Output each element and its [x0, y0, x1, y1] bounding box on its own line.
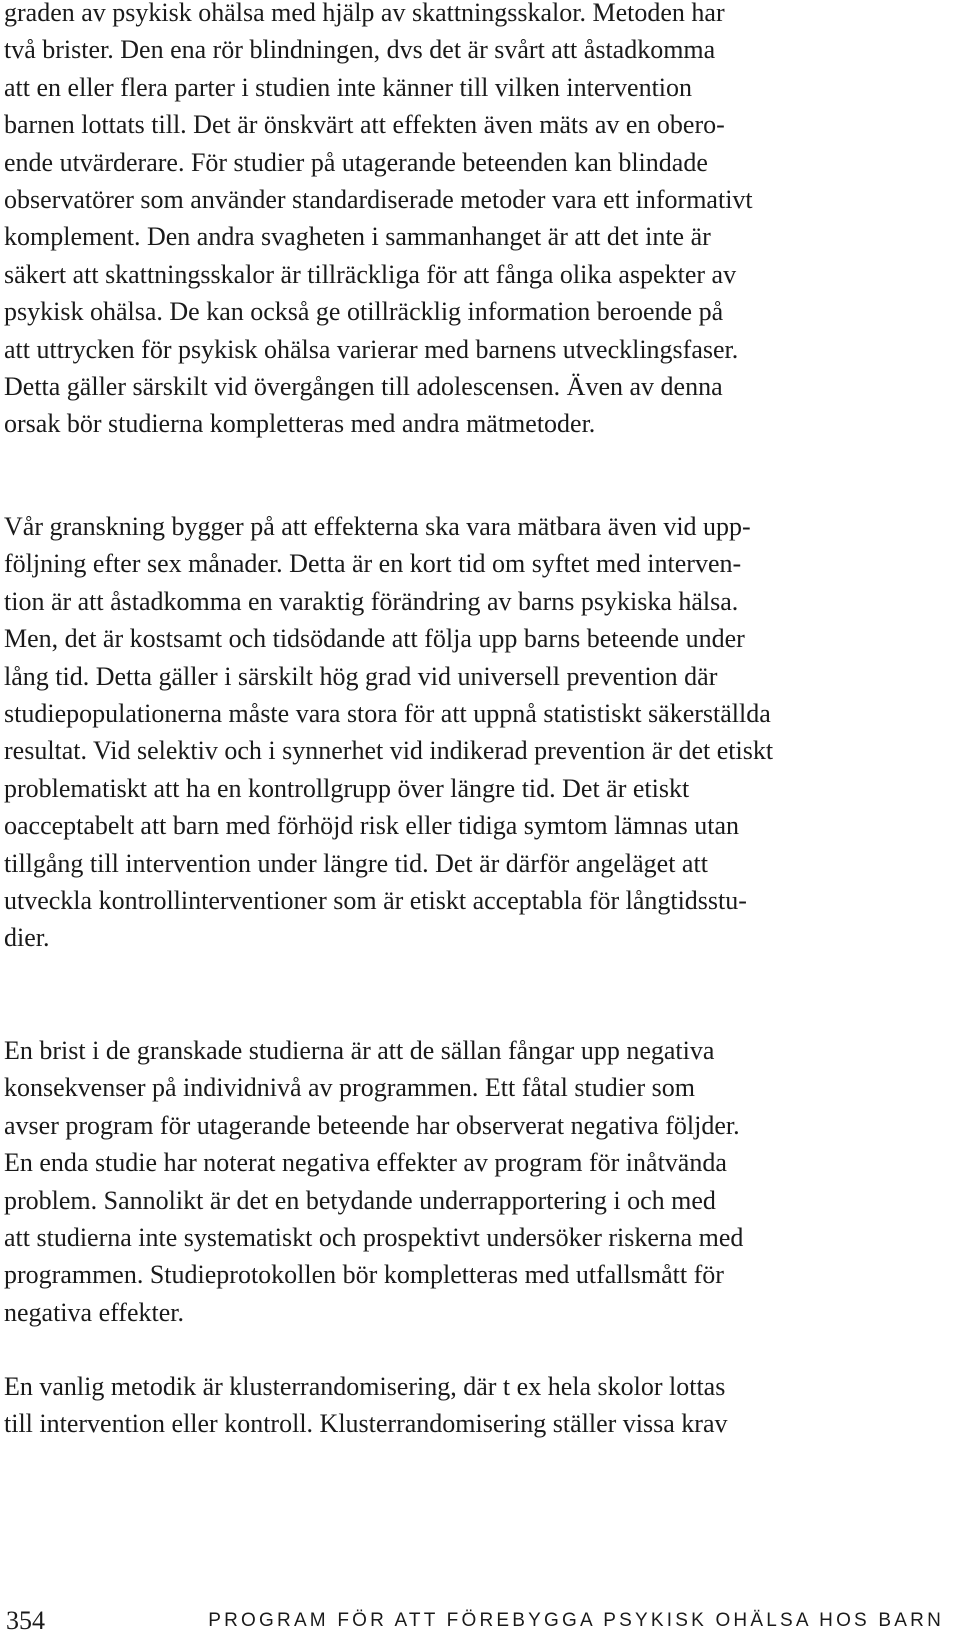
text-line: säkert att skattningsskalor är tillräckliga för att fånga olika aspekter av	[4, 259, 737, 289]
text-line: att studierna inte systematiskt och prospektivt undersöker riskerna med	[4, 1222, 744, 1252]
text-line: avser program för utagerande beteende har observerat negativa följder.	[4, 1110, 740, 1140]
text-line: En vanlig metodik är klusterrandomisering, där t ex hela skolor lottas	[4, 1372, 726, 1401]
text-line: lång tid. Detta gäller i särskilt hög grad vid universell prevention där	[4, 661, 718, 691]
text-line: tion är att åstadkomma en varaktig förändring av barns psykiska hälsa.	[4, 586, 739, 616]
text-line: Detta gäller särskilt vid övergången till adolescensen. Även av denna	[4, 371, 723, 401]
text-line: Men, det är kostsamt och tidsödande att följa upp barns beteende under	[4, 624, 745, 654]
text-line: negativa effekter.	[4, 1297, 184, 1327]
text-line: att uttrycken för psykisk ohälsa varierar med barnens utvecklingsfaser.	[4, 334, 739, 364]
text-line: barnen lottats till. Det är önskvärt att effekten även mäts av en obero-	[4, 110, 725, 140]
text-line: En brist i de granskade studierna är att de sällan fångar upp negativa	[4, 1036, 715, 1065]
text-line: utveckla kontrollinterventioner som är etiskt acceptabla för långtidsstu-	[4, 885, 747, 915]
page-footer	[4, 1606, 944, 1636]
text-line: programmen. Studieprotokollen bör kompletteras med utfallsmått för	[4, 1260, 724, 1290]
text-line: problematiskt att ha en kontrollgrupp över längre tid. Det är etiskt	[4, 773, 690, 803]
page-number: 354	[6, 1606, 45, 1635]
text-line: En enda studie har noterat negativa effekter av program för inåtvända	[4, 1148, 727, 1178]
text-line: tillgång till intervention under längre tid. Det är därför angeläget att	[4, 848, 708, 878]
text-line: Vår granskning bygger på att effekterna ska vara mätbara även vid upp-	[4, 512, 751, 541]
text-line: resultat. Vid selektiv och i synnerhet vid indikerad prevention är det etiskt	[4, 736, 774, 766]
text-line: följning efter sex månader. Detta är en kort tid om syftet med interven-	[4, 549, 742, 579]
text-line: konsekvenser på individnivå av programmen. Ett fåtal studier som	[4, 1073, 695, 1103]
text-line: till intervention eller kontroll. Klusterrandomisering ställer vissa krav	[4, 1409, 728, 1439]
paragraph-2	[4, 508, 773, 957]
text-line: dier.	[4, 923, 50, 953]
paragraph-4	[4, 1368, 728, 1443]
text-line: studiepopulationerna måste vara stora för att uppnå statistiskt säkerställda	[4, 698, 771, 728]
text-line: oacceptabelt att barn med förhöjd risk eller tidiga symtom lämnas utan	[4, 811, 739, 841]
text-line: problem. Sannolikt är det en betydande underrapportering i och med	[4, 1185, 716, 1215]
text-line: graden av psykisk ohälsa med hjälp av skattningsskalor. Metoden har	[4, 0, 725, 27]
text-line: komplement. Den andra svagheten i sammanhanget är att det inte är	[4, 222, 711, 252]
text-line: orsak bör studierna kompletteras med andra mätmetoder.	[4, 409, 596, 439]
text-line: psykisk ohälsa. De kan också ge otillräcklig information beroende på	[4, 297, 724, 327]
running-title: PROGRAM FÖR ATT FÖREBYGGA PSYKISK OHÄLSA HOS BARN	[208, 1610, 944, 1631]
text-line: observatörer som använder standardiserade metoder vara ett informativt	[4, 184, 753, 214]
paragraph-1	[4, 0, 753, 443]
paragraph-3	[4, 1032, 743, 1331]
text-line: att en eller flera parter i studien inte känner till vilken intervention	[4, 72, 693, 102]
text-line: ende utvärderare. För studier på utagerande beteenden kan blindade	[4, 147, 708, 177]
text-line: två brister. Den ena rör blindningen, dvs det är svårt att åstadkomma	[4, 35, 716, 65]
